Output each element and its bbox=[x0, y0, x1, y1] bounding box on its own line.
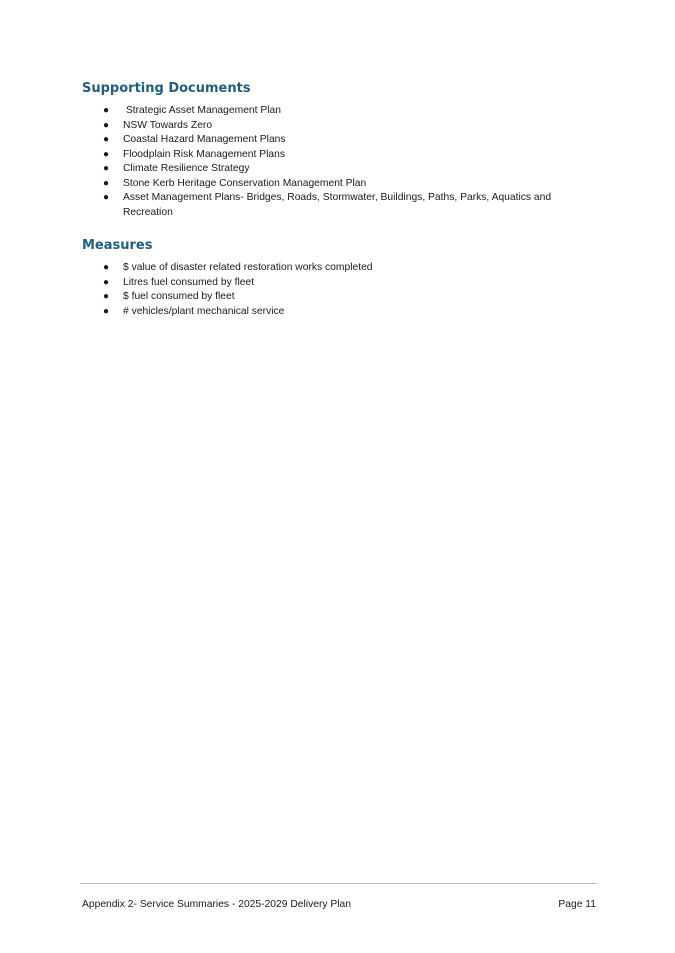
list-item-text: Strategic Asset Management Plan bbox=[123, 105, 281, 116]
measures-heading: Measures bbox=[82, 238, 153, 253]
supporting-documents-heading: Supporting Documents bbox=[82, 81, 251, 96]
list-item-text: Floodplain Risk Management Plans bbox=[123, 148, 285, 160]
list-item-text: NSW Towards Zero bbox=[123, 119, 213, 131]
list-item-text: Climate Resilience Strategy bbox=[123, 163, 250, 174]
footer-document-title: Appendix 2- Service Summaries - 2025-2029 Delivery Plan bbox=[82, 899, 351, 910]
list-item bbox=[82, 104, 602, 119]
list-item-text: $ value of disaster related restoration works completed bbox=[123, 262, 373, 273]
bullet-icon: ● bbox=[103, 177, 110, 189]
list-item bbox=[82, 148, 602, 163]
bullet-icon: ● bbox=[103, 148, 110, 160]
bullet-icon: ● bbox=[103, 262, 110, 273]
page-number: Page 11 bbox=[558, 899, 596, 910]
bullet-icon: ● bbox=[103, 276, 110, 288]
bullet-icon: ● bbox=[103, 291, 110, 302]
bullet-icon: ● bbox=[103, 163, 110, 174]
bullet-icon: ● bbox=[103, 192, 110, 203]
list-item bbox=[82, 305, 602, 320]
list-item bbox=[82, 162, 602, 177]
bullet-icon: ● bbox=[103, 305, 110, 317]
bullet-icon: ● bbox=[103, 119, 110, 131]
list-item-text: Stone Kerb Heritage Conservation Management Plan bbox=[123, 177, 367, 189]
bullet-icon: ● bbox=[103, 134, 110, 145]
measures-section bbox=[82, 238, 602, 319]
measures-list bbox=[82, 261, 602, 319]
list-item bbox=[82, 191, 553, 220]
list-item bbox=[82, 261, 602, 276]
list-item bbox=[82, 133, 602, 148]
list-item-text: $ fuel consumed by fleet bbox=[123, 291, 235, 302]
list-item-text: Asset Management Plans- Bridges, Roads, Stormwater, Buildings, Paths, Parks, Aquatics and Recreation bbox=[123, 192, 552, 218]
page-footer bbox=[82, 899, 596, 910]
list-item-text: Coastal Hazard Management Plans bbox=[123, 134, 286, 145]
supporting-documents-list bbox=[82, 104, 602, 220]
list-item bbox=[82, 119, 602, 134]
list-item-text: # vehicles/plant mechanical service bbox=[123, 305, 285, 317]
supporting-documents-section bbox=[82, 81, 602, 220]
list-item-text: Litres fuel consumed by fleet bbox=[123, 276, 255, 288]
footer-divider bbox=[80, 883, 596, 884]
bullet-icon: ● bbox=[103, 105, 110, 116]
list-item bbox=[82, 276, 602, 291]
list-item bbox=[82, 177, 602, 192]
list-item bbox=[82, 290, 602, 305]
